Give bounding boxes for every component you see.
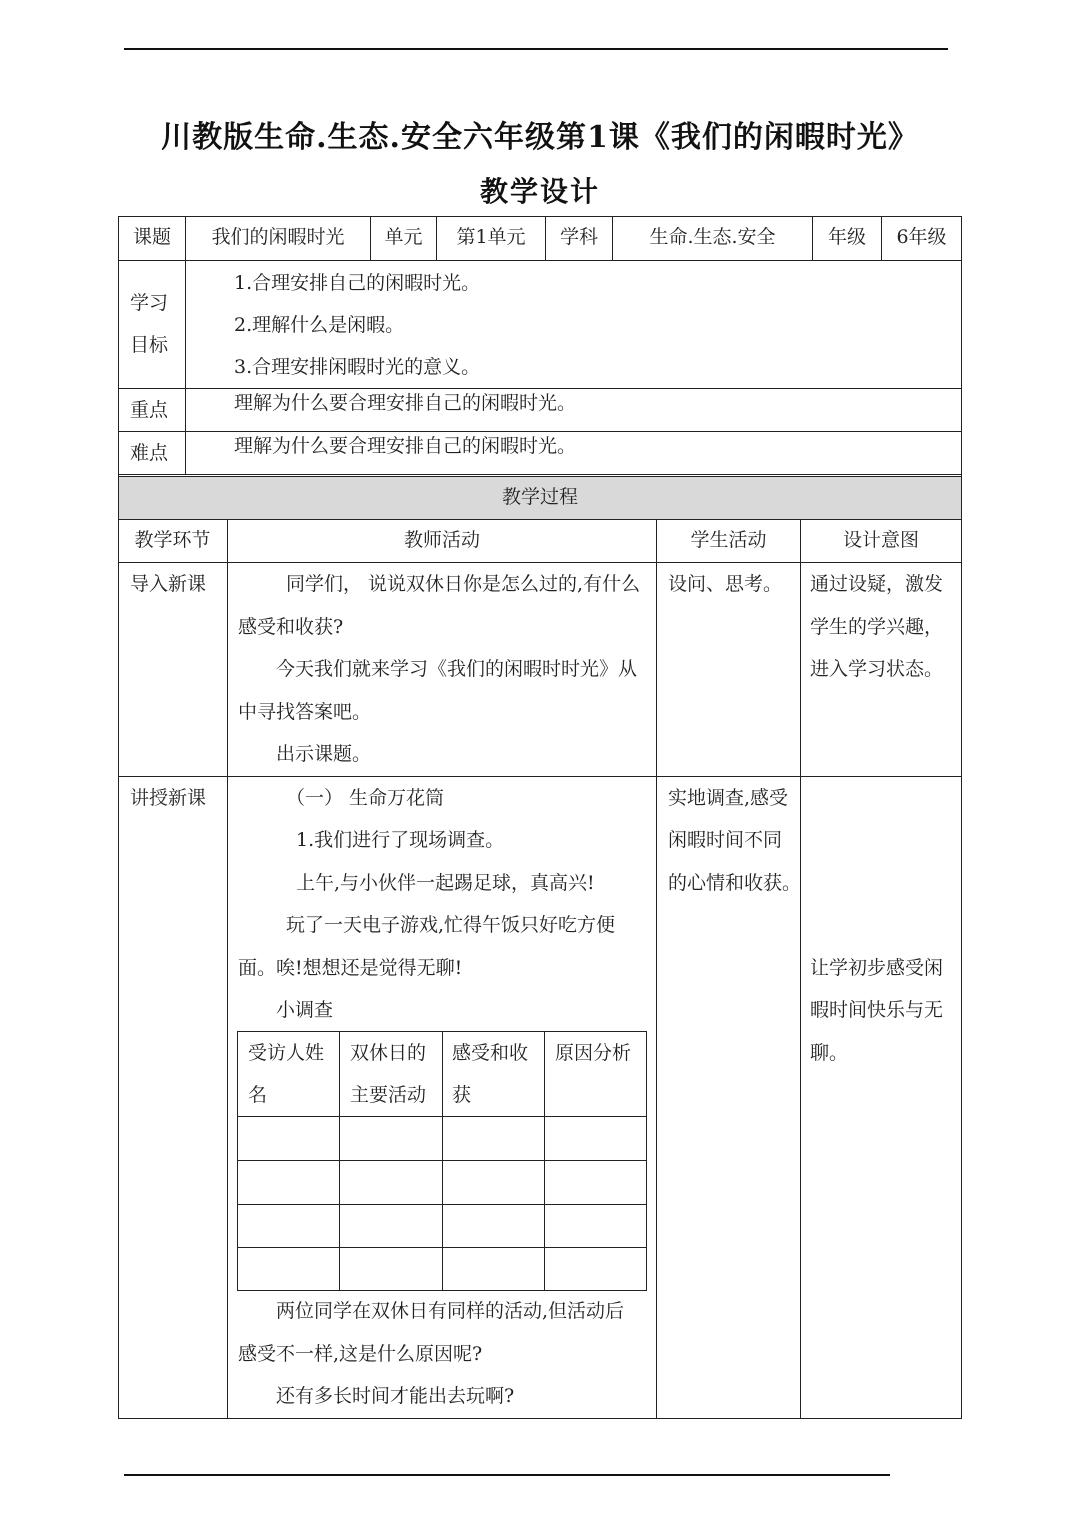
intro-teacher-line: 出示课题。 — [276, 743, 372, 765]
difficulty-text: 理解为什么要合理安排自己的闲暇时光。 — [234, 435, 577, 457]
table-border — [961, 216, 962, 1419]
header-stage: 教学环节 — [134, 529, 211, 551]
intro-teacher-line: 今天我们就来学习《我们的闲暇时时光》从 — [276, 658, 638, 680]
intro-teacher-line: 中寻找答案吧。 — [238, 701, 372, 723]
intro-teacher-line: 感受和收获? — [238, 616, 344, 638]
header-intent: 设计意图 — [842, 529, 919, 551]
document-title: 川教版生命.生态.安全六年级第1课《我们的闲暇时光》 — [161, 120, 919, 155]
grade-value: 6年级 — [896, 226, 947, 248]
survey-header: 名 — [248, 1084, 268, 1106]
header-student: 学生活动 — [690, 529, 767, 551]
table-border — [118, 776, 962, 777]
intro-intent-line: 通过设疑，激发 — [810, 573, 944, 595]
lecture-teacher-line: 玩了一天电子游戏,忙得午饭只好吃方便 — [286, 914, 616, 936]
table-border — [118, 216, 119, 1419]
lecture-stage: 讲授新课 — [130, 787, 207, 809]
survey-header: 原因分析 — [555, 1042, 632, 1064]
survey-header: 双休日的 — [350, 1042, 427, 1064]
lecture-teacher-line: 感受不一样,这是什么原因呢? — [238, 1343, 483, 1365]
unit-value: 第1单元 — [456, 226, 526, 248]
intro-intent-line: 进入学习状态。 — [810, 658, 944, 680]
grade-label: 年级 — [827, 226, 866, 248]
objective-item: 3.合理安排闲暇时光的意义。 — [234, 356, 481, 378]
lecture-teacher-line: 面。唉!想想还是觉得无聊! — [238, 957, 463, 979]
survey-header: 感受和收 — [452, 1042, 529, 1064]
topic-value: 我们的闲暇时光 — [211, 226, 345, 248]
intro-stage: 导入新课 — [130, 573, 207, 595]
lecture-teacher-line: 小调查 — [276, 999, 334, 1021]
lecture-intent-line: 暇时间快乐与无 — [810, 999, 944, 1021]
header-teacher: 教师活动 — [403, 529, 480, 551]
lecture-intent-line: 让学初步感受闲 — [810, 957, 944, 979]
survey-header: 获 — [452, 1084, 472, 1106]
survey-header: 受访人姓 — [248, 1042, 325, 1064]
bottom-rule — [124, 1474, 890, 1476]
table-border — [118, 1418, 962, 1419]
lecture-intent-line: 聊。 — [810, 1042, 849, 1064]
subject-value: 生命.生态.安全 — [649, 226, 776, 248]
lecture-teacher-line: 1.我们进行了现场调查。 — [296, 829, 505, 851]
lecture-teacher-line: 两位同学在双休日有同样的活动,但活动后 — [276, 1300, 625, 1322]
lecture-student-line: 的心情和收获。 — [668, 872, 802, 894]
unit-label: 单元 — [384, 226, 423, 248]
lecture-teacher-line: 上午,与小伙伴一起踢足球，真高兴! — [296, 872, 595, 894]
survey-border — [646, 1031, 647, 1291]
key-point-label: 重点 — [130, 399, 169, 421]
top-rule — [124, 48, 948, 50]
table-border — [656, 519, 657, 1419]
lecture-teacher-line: （一） 生命万花筒 — [286, 787, 445, 809]
topic-label: 课题 — [132, 226, 171, 248]
intro-teacher-line: 同学们， 说说双休日你是怎么过的,有什么 — [286, 573, 641, 595]
subject-label: 学科 — [559, 226, 598, 248]
document-subtitle: 教学设计 — [479, 175, 600, 208]
intro-student-line: 设问、思考。 — [668, 573, 783, 595]
survey-header: 主要活动 — [350, 1084, 427, 1106]
lecture-student-line: 实地调查,感受 — [668, 787, 789, 809]
intro-intent-line: 学生的学兴趣， — [810, 616, 944, 638]
key-point-text: 理解为什么要合理安排自己的闲暇时光。 — [234, 392, 577, 414]
objective-item: 2.理解什么是闲暇。 — [234, 314, 405, 336]
objective-item: 1.合理安排自己的闲暇时光。 — [234, 272, 481, 294]
difficulty-label: 难点 — [130, 442, 169, 464]
lecture-student-line: 闲暇时间不同 — [668, 829, 783, 851]
lecture-teacher-line: 还有多长时间才能出去玩啊? — [276, 1385, 515, 1407]
objectives-label: 学习 — [130, 292, 169, 314]
objectives-label: 目标 — [130, 334, 169, 356]
table-border — [118, 260, 962, 261]
table-border — [118, 474, 962, 475]
process-heading: 教学过程 — [501, 486, 578, 508]
